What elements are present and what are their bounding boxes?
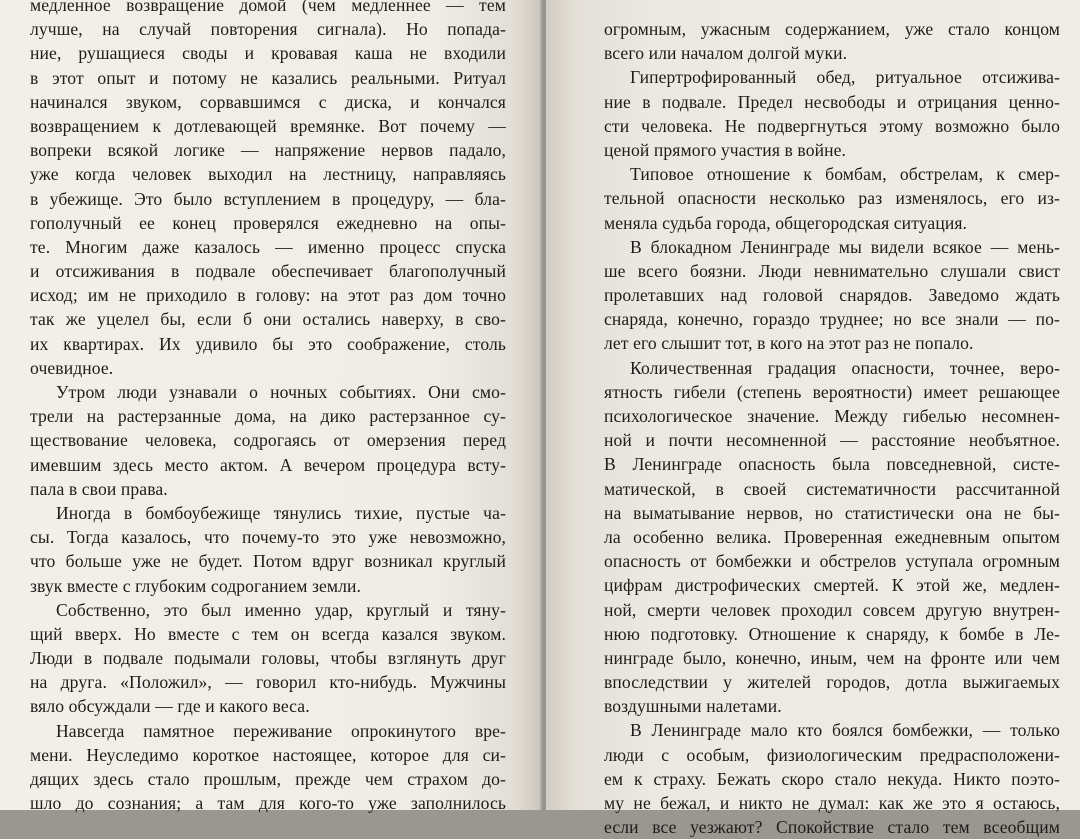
text-line: пала в свои права. [30, 478, 168, 499]
text-line: В Ленинграде мало кто боялся бомбежки, — только [630, 720, 1060, 741]
text-line: му не бежал, и никто не думал: как же это я остаюсь, [604, 793, 1060, 813]
text-line: так же уцелел бы, если б они остались наверху, в сво- [30, 309, 506, 330]
text-line: если все уезжают? Спокойствие стало тем всеобщим [604, 817, 1060, 838]
left-text-column [30, 0, 506, 815]
text-line: дящих здесь стало прошлым, прежде чем страхом до- [30, 769, 506, 789]
text-line: медленное возвращение домой (чем медленнее — тем [30, 0, 506, 15]
text-line: ятность гибели (степень вероятности) имеет решающее [604, 381, 1060, 402]
text-line: психологическое значение. Между гибелью несомнен- [604, 406, 1060, 426]
text-line: в убежище. Это было вступлением в процедуру, — бла- [30, 188, 506, 209]
text-line: лет его слышит тот, в кого на этот раз не попало. [604, 333, 974, 354]
text-line: Иногда в бомбоубежище тянулись тихие, пустые ча- [56, 502, 506, 523]
right-text-column [604, 17, 1060, 839]
text-line: пролетавших над головой снарядов. Заведомо ждать [604, 285, 1060, 306]
text-line: нюю подготовку. Отношение к снаряду, к бомбе в Ле- [604, 623, 1060, 644]
text-line: те. Многим даже казалось — именно процесс спуска [30, 236, 506, 257]
text-line: впоследствии у жителей городов, дотла выжигаемых [604, 672, 1060, 693]
text-line: опасность от бомбежки и обстрелов уступала огромным [604, 551, 1060, 572]
text-line: мени. Неуследимо короткое настоящее, которое для си- [30, 744, 506, 765]
text-line: шло до сознания; а там для кого-то уже заполнилось [30, 793, 506, 814]
text-line: Типовое отношение к бомбам, обстрелам, к смер- [630, 164, 1060, 185]
text-line: сы. Тогда казалось, что почему-то это уже невозможно, [30, 527, 506, 548]
text-line: В блокадном Ленинграде мы видели всякое — мень- [630, 236, 1060, 257]
text-line: Навсегда памятное переживание опрокинутого вре- [56, 720, 506, 741]
text-line: имевшим здесь место актом. А вечером процедура всту- [30, 454, 506, 475]
text-line: Собственно, это был именно удар, круглый и тяну- [56, 599, 506, 620]
text-line: исход; им не приходило в голову: на этот раз дом точно [30, 285, 506, 306]
text-line: ществование человека, содрогаясь от омерзения перед [30, 430, 506, 451]
text-line: на друга. «Положил», — говорил кто-нибудь. Мужчины [30, 672, 506, 693]
text-line: снаряда, конечно, гораздо труднее; но все знали — по- [604, 309, 1060, 330]
text-line: нинграде было, конечно, иным, чем на фронте или чем [604, 647, 1060, 668]
text-line: что больше уже не будет. Потом вдруг возникал круглый [30, 551, 506, 572]
text-line: гополучный ее конец проверялся ежедневно на опы- [30, 212, 506, 233]
text-line: звук вместе с глубоким содроганием земли. [30, 575, 362, 596]
text-line: и отсиживания в подвале обеспечивает благополучный [30, 261, 506, 282]
text-line: ем к страху. Бежать скоро стало некуда. Никто поэто- [604, 768, 1060, 789]
text-line: щий вверх. Но вместе с тем он всегда казался звуком. [30, 623, 506, 644]
text-line: на выматывание нервов, но статистически она не бы- [604, 502, 1060, 523]
text-line: Гипертрофированный обед, ритуальное отсижива- [630, 67, 1060, 88]
text-line: их квартирах. Их удивило бы это соображение, столь [30, 333, 506, 354]
text-line: ние, рушащиеся своды и кровавая каша не входили [30, 43, 506, 64]
text-line: лучше, на случай повторения сигнала). Но попада- [30, 19, 506, 40]
right-page [546, 0, 1080, 838]
text-line: всего или началом долгой муки. [604, 43, 848, 64]
text-line: уже когда человек выходил на лестницу, направляясь [30, 164, 506, 185]
text-line: матической, в своей систематичности рассчитанной [604, 478, 1060, 499]
text-line: Люди в подвале подымали головы, чтобы взглянуть друг [30, 648, 506, 669]
text-line: в этот опыт и потому не казались реальными. Ритуал [30, 67, 506, 88]
text-line: трели на растерзанные дома, на дико растерзанное су- [30, 406, 506, 427]
text-line: огромным, ужасным содержанием, уже стало концом [604, 19, 1060, 39]
text-line: ной и почти несомненной — расстояние необъятное. [604, 430, 1060, 451]
text-line: воздушными налетами. [604, 696, 782, 717]
text-line: цифрам дистрофических смертей. К этой же, медлен- [604, 575, 1060, 596]
text-line: ценой прямого участия в войне. [604, 139, 847, 160]
text-line: вяло обсуждали — где и какого веса. [30, 696, 310, 717]
text-line: ной, смерти человек проходил совсем другую внутрен- [604, 599, 1060, 620]
text-line: сти человека. Не подвергнуться этому возможно было [604, 115, 1060, 136]
text-line: возвращением к дотлевающей времянке. Вот почему — [30, 115, 506, 136]
text-line: В Ленинграде опасность была повседневной, систе- [604, 454, 1060, 475]
text-line: ше всего боязни. Люди невнимательно слушали свист [604, 260, 1060, 281]
text-line: начинался звуком, сорвавшимся с диска, и кончался [30, 91, 506, 112]
left-page [0, 0, 542, 814]
text-line: вопреки всякой логике — напряжение нервов падало, [30, 140, 506, 161]
text-line: Утром люди узнавали о ночных событиях. Они смо- [56, 382, 506, 402]
text-line: ние в подвале. Предел несвободы и отрицания ценно- [604, 91, 1060, 112]
text-line: тельной опасности несколько раз изменялось, его из- [604, 188, 1060, 209]
text-line: ла особенно велика. Проверенная ежедневным опытом [604, 526, 1060, 547]
text-line: меняла судьба города, общегородская ситуация. [604, 212, 968, 233]
text-line: Количественная градация опасности, точнее, веро- [630, 357, 1060, 378]
text-line: очевидное. [30, 357, 114, 378]
text-line: люди с особым, физиологическим предрасположени- [604, 744, 1060, 765]
